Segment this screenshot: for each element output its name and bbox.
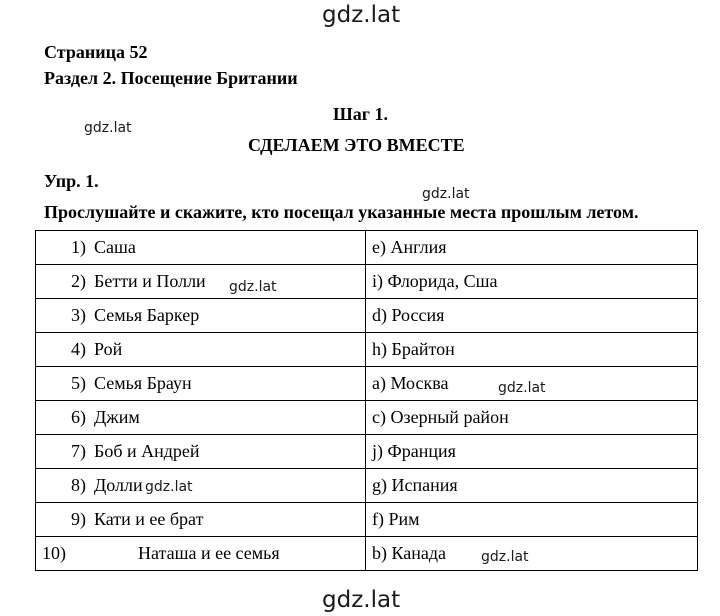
person-cell <box>36 435 366 469</box>
table-row <box>36 401 698 435</box>
row-number: 2) <box>71 271 86 291</box>
person-name: Бетти и Полли <box>94 271 206 291</box>
watermark-bottom: gdz.lat <box>322 587 401 613</box>
person-name: Долли <box>94 475 143 495</box>
person-name: Джим <box>94 407 140 427</box>
table-row <box>36 265 698 299</box>
section-title: Раздел 2. Посещение Британии <box>44 68 298 88</box>
table-row <box>36 333 698 367</box>
person-name: Семья Баркер <box>94 305 200 325</box>
person-cell <box>36 231 366 265</box>
watermark-top: gdz.lat <box>322 2 401 28</box>
watermark: gdz.lat <box>498 380 546 396</box>
person-name: Рой <box>94 339 123 359</box>
person-name: Кати и ее брат <box>94 509 204 529</box>
place-cell: e) Англия <box>366 231 698 265</box>
person-cell <box>36 333 366 367</box>
row-number: 1) <box>71 237 86 257</box>
person-name: Семья Браун <box>94 373 192 393</box>
watermark: gdz.lat <box>481 549 529 565</box>
row-number: 10) <box>42 543 66 563</box>
place-cell: i) Флорида, Сша <box>366 265 698 299</box>
place-cell: f) Рим <box>366 503 698 537</box>
table-row <box>36 299 698 333</box>
watermark: gdz.lat <box>422 186 470 202</box>
place-cell: b) Канада <box>366 537 698 571</box>
watermark: gdz.lat <box>84 120 132 136</box>
person-cell <box>36 401 366 435</box>
row-number: 8) <box>71 475 86 495</box>
place-cell: c) Озерный район <box>366 401 698 435</box>
person-name: Боб и Андрей <box>94 441 200 461</box>
matching-table <box>35 230 698 571</box>
page-number: Страница 52 <box>44 42 148 62</box>
person-cell <box>36 265 366 299</box>
exercise-label: Упр. 1. <box>44 171 99 191</box>
row-number: 7) <box>71 441 86 461</box>
person-cell <box>36 503 366 537</box>
subtitle: СДЕЛАЕМ ЭТО ВМЕСТЕ <box>248 135 465 155</box>
person-cell <box>36 367 366 401</box>
step-title: Шаг 1. <box>333 104 388 124</box>
person-name: Саша <box>94 237 136 257</box>
table-row <box>36 367 698 401</box>
table-row <box>36 537 698 571</box>
table-row <box>36 503 698 537</box>
row-number: 5) <box>71 373 86 393</box>
table-row <box>36 435 698 469</box>
row-number: 4) <box>71 339 86 359</box>
instruction: Прослушайте и скажите, кто посещал указанные места прошлым летом. <box>44 202 639 222</box>
person-cell <box>36 469 366 503</box>
watermark: gdz.lat <box>229 279 277 295</box>
row-number: 6) <box>71 407 86 427</box>
table-row <box>36 469 698 503</box>
place-cell: a) Москва <box>366 367 698 401</box>
row-number: 3) <box>71 305 86 325</box>
place-cell: g) Испания <box>366 469 698 503</box>
person-name: Наташа и ее семья <box>138 543 280 563</box>
place-cell: j) Франция <box>366 435 698 469</box>
row-number: 9) <box>71 509 86 529</box>
watermark: gdz.lat <box>145 479 193 495</box>
table-row <box>36 231 698 265</box>
person-cell <box>36 537 366 571</box>
person-cell <box>36 299 366 333</box>
place-cell: d) Россия <box>366 299 698 333</box>
place-cell: h) Брайтон <box>366 333 698 367</box>
